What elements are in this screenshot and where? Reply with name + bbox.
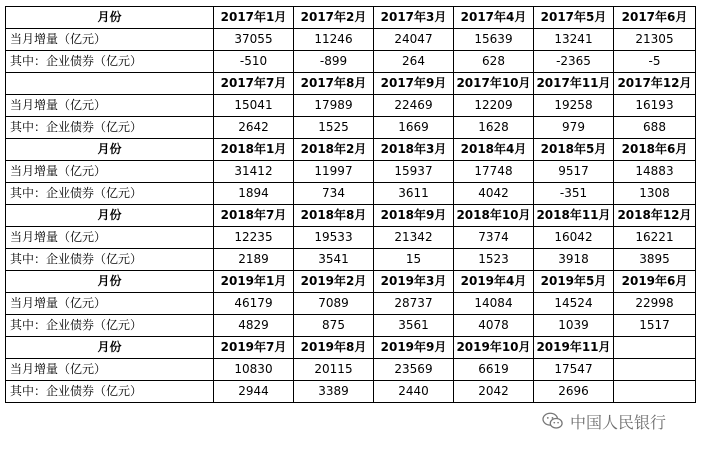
value-cell: 4042 — [454, 183, 534, 205]
value-cell: 1039 — [534, 315, 614, 337]
value-cell: 14084 — [454, 293, 534, 315]
value-cell: -351 — [534, 183, 614, 205]
value-cell: 9517 — [534, 161, 614, 183]
value-cell: 21342 — [374, 227, 454, 249]
month-header: 2019年3月 — [374, 271, 454, 293]
value-cell: 12209 — [454, 95, 534, 117]
header-label: 月份 — [6, 205, 214, 227]
table-row — [6, 227, 696, 249]
row-label: 当月增量（亿元） — [6, 293, 214, 315]
table-row — [6, 29, 696, 51]
value-cell: -5 — [614, 51, 696, 73]
header-row — [6, 271, 696, 293]
value-cell: 1525 — [294, 117, 374, 139]
row-label: 当月增量（亿元） — [6, 359, 214, 381]
month-header: 2017年8月 — [294, 73, 374, 95]
value-cell: 1517 — [614, 315, 696, 337]
header-row — [6, 7, 696, 29]
value-cell: -2365 — [534, 51, 614, 73]
month-header: 2019年8月 — [294, 337, 374, 359]
row-label: 其中：企业债券（亿元） — [6, 381, 214, 403]
value-cell: 31412 — [214, 161, 294, 183]
table-row — [6, 161, 696, 183]
month-header: 2019年10月 — [454, 337, 534, 359]
value-cell: 3918 — [534, 249, 614, 271]
value-cell: 15937 — [374, 161, 454, 183]
table-row — [6, 51, 696, 73]
month-header: 2018年12月 — [614, 205, 696, 227]
header-label — [6, 73, 214, 95]
table-row — [6, 315, 696, 337]
value-cell: 12235 — [214, 227, 294, 249]
month-header: 2018年10月 — [454, 205, 534, 227]
row-label: 当月增量（亿元） — [6, 95, 214, 117]
row-label: 当月增量（亿元） — [6, 227, 214, 249]
table-row — [6, 359, 696, 381]
value-cell: 14524 — [534, 293, 614, 315]
header-row — [6, 337, 696, 359]
value-cell: 13241 — [534, 29, 614, 51]
value-cell: 3895 — [614, 249, 696, 271]
value-cell: 2642 — [214, 117, 294, 139]
value-cell: 16193 — [614, 95, 696, 117]
month-header: 2017年3月 — [374, 7, 454, 29]
value-cell: 24047 — [374, 29, 454, 51]
row-label: 其中：企业债券（亿元） — [6, 51, 214, 73]
watermark — [542, 410, 666, 432]
value-cell: 628 — [454, 51, 534, 73]
value-cell: 1523 — [454, 249, 534, 271]
header-row — [6, 73, 696, 95]
value-cell: 11246 — [294, 29, 374, 51]
month-header: 2019年1月 — [214, 271, 294, 293]
month-header: 2018年2月 — [294, 139, 374, 161]
header-label: 月份 — [6, 7, 214, 29]
value-cell: 7374 — [454, 227, 534, 249]
header-label: 月份 — [6, 337, 214, 359]
month-header: 2019年11月 — [534, 337, 614, 359]
value-cell: 46179 — [214, 293, 294, 315]
month-header: 2019年5月 — [534, 271, 614, 293]
month-header: 2019年4月 — [454, 271, 534, 293]
month-header: 2017年4月 — [454, 7, 534, 29]
value-cell: 688 — [614, 117, 696, 139]
value-cell — [614, 381, 696, 403]
value-cell: 16221 — [614, 227, 696, 249]
value-cell: 3389 — [294, 381, 374, 403]
value-cell: 2042 — [454, 381, 534, 403]
month-header: 2017年5月 — [534, 7, 614, 29]
value-cell: 979 — [534, 117, 614, 139]
month-header: 2017年6月 — [614, 7, 696, 29]
value-cell: 4829 — [214, 315, 294, 337]
value-cell: 17748 — [454, 161, 534, 183]
value-cell: 17989 — [294, 95, 374, 117]
row-label: 其中：企业债券（亿元） — [6, 117, 214, 139]
row-label: 其中：企业债券（亿元） — [6, 315, 214, 337]
header-label: 月份 — [6, 271, 214, 293]
month-header: 2017年12月 — [614, 73, 696, 95]
month-header: 2017年2月 — [294, 7, 374, 29]
table-row — [6, 249, 696, 271]
value-cell: 1894 — [214, 183, 294, 205]
value-cell: 2440 — [374, 381, 454, 403]
value-cell: 3561 — [374, 315, 454, 337]
value-cell: 14883 — [614, 161, 696, 183]
month-header: 2019年9月 — [374, 337, 454, 359]
value-cell: 3611 — [374, 183, 454, 205]
value-cell: 15639 — [454, 29, 534, 51]
month-header: 2018年4月 — [454, 139, 534, 161]
value-cell: 28737 — [374, 293, 454, 315]
row-label: 其中：企业债券（亿元） — [6, 183, 214, 205]
month-header: 2017年11月 — [534, 73, 614, 95]
value-cell: 1669 — [374, 117, 454, 139]
month-header: 2019年7月 — [214, 337, 294, 359]
value-cell: 2696 — [534, 381, 614, 403]
value-cell: -510 — [214, 51, 294, 73]
value-cell: -899 — [294, 51, 374, 73]
value-cell: 23569 — [374, 359, 454, 381]
table-row — [6, 381, 696, 403]
value-cell: 734 — [294, 183, 374, 205]
table-row — [6, 183, 696, 205]
month-header: 2018年9月 — [374, 205, 454, 227]
month-header: 2018年1月 — [214, 139, 294, 161]
value-cell: 20115 — [294, 359, 374, 381]
header-row — [6, 205, 696, 227]
value-cell: 17547 — [534, 359, 614, 381]
value-cell: 22469 — [374, 95, 454, 117]
row-label: 当月增量（亿元） — [6, 29, 214, 51]
value-cell: 2189 — [214, 249, 294, 271]
value-cell: 264 — [374, 51, 454, 73]
month-header: 2019年6月 — [614, 271, 696, 293]
row-label: 其中：企业债券（亿元） — [6, 249, 214, 271]
value-cell: 10830 — [214, 359, 294, 381]
value-cell: 1628 — [454, 117, 534, 139]
value-cell: 15 — [374, 249, 454, 271]
header-row — [6, 139, 696, 161]
header-label: 月份 — [6, 139, 214, 161]
month-header: 2018年7月 — [214, 205, 294, 227]
value-cell: 11997 — [294, 161, 374, 183]
value-cell — [614, 359, 696, 381]
value-cell: 15041 — [214, 95, 294, 117]
month-header: 2018年3月 — [374, 139, 454, 161]
month-header: 2017年10月 — [454, 73, 534, 95]
value-cell: 1308 — [614, 183, 696, 205]
value-cell: 3541 — [294, 249, 374, 271]
value-cell: 19258 — [534, 95, 614, 117]
month-header: 2018年8月 — [294, 205, 374, 227]
table-row — [6, 117, 696, 139]
value-cell: 16042 — [534, 227, 614, 249]
watermark-text: 中国人民银行 — [570, 412, 667, 432]
value-cell: 19533 — [294, 227, 374, 249]
value-cell: 37055 — [214, 29, 294, 51]
value-cell: 6619 — [454, 359, 534, 381]
data-table — [5, 6, 696, 403]
value-cell: 875 — [294, 315, 374, 337]
month-header: 2017年9月 — [374, 73, 454, 95]
month-header: 2018年11月 — [534, 205, 614, 227]
value-cell: 21305 — [614, 29, 696, 51]
value-cell: 22998 — [614, 293, 696, 315]
table-row — [6, 95, 696, 117]
value-cell: 7089 — [294, 293, 374, 315]
table-row — [6, 293, 696, 315]
wechat-icon — [542, 411, 564, 431]
month-header: 2017年7月 — [214, 73, 294, 95]
month-header: 2019年2月 — [294, 271, 374, 293]
month-header: 2018年6月 — [614, 139, 696, 161]
value-cell: 2944 — [214, 381, 294, 403]
month-header: 2018年5月 — [534, 139, 614, 161]
value-cell: 4078 — [454, 315, 534, 337]
row-label: 当月增量（亿元） — [6, 161, 214, 183]
month-header — [614, 337, 696, 359]
month-header: 2017年1月 — [214, 7, 294, 29]
